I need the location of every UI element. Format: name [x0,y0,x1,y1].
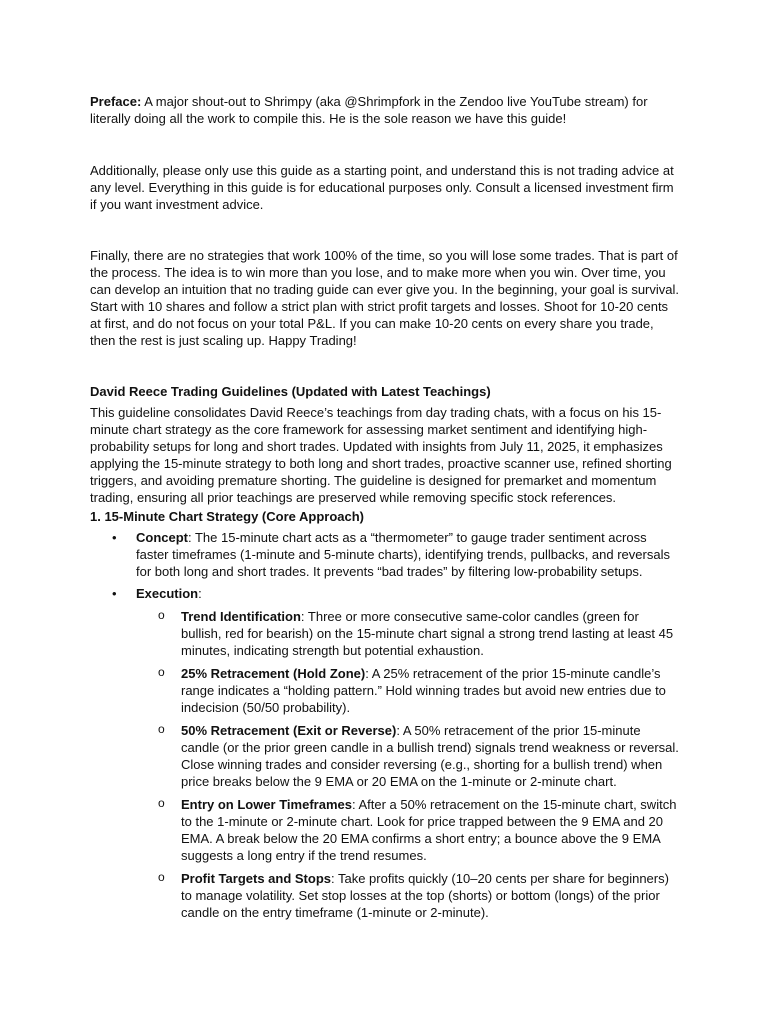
sub-item-label: Entry on Lower Timeframes [181,797,352,812]
finally-paragraph: Finally, there are no strategies that work 100% of the time, so you will lose some trades. That is part of the process. The idea is to win more than you lose, and to make more when you win. Over time, you can develop an intuition that no trading guide can ever give you. In the beginning, your goal is survival. Start with 10 shares and follow a strict plan with strict profit targets and losses. Shoot for 10-20 cents at first, and do not focus on your total P&L. If you can make 10-20 cents on every share you trade, then the rest is just scaling up. Happy Trading! [90,248,679,348]
concept-label: Concept [136,530,188,545]
preface-paragraph [90,93,680,127]
sub-item-25-retracement [136,665,680,716]
sub-item-text: : After a 50% retracement on the 15-minute chart, switch to the 1-minute or 2-minute chart. Look for price trapped between the 9 EMA and 20 EMA. A break below the 20 EMA confirms a short entry; a bounce above the 9 EMA suggests a long entry if the trend resumes. [181,797,677,863]
sub-item-label: 50% Retracement (Exit or Reverse) [181,723,397,738]
section-1-title: 1. 15-Minute Chart Strategy (Core Approach) [90,509,365,524]
sub-item-label: Trend Identification [181,609,301,624]
sub-item-entry-lower-timeframes [136,796,680,864]
sub-item-trend-identification [136,608,680,659]
concept-text: : The 15-minute chart acts as a “thermometer” to gauge trader sentiment across faster timeframes (1-minute and 5-minute charts), identifying trends, pullbacks, and reversals for both long and short trades. It prevents “bad trades” by filtering low-probability setups. [136,530,670,579]
sub-item-label: Profit Targets and Stops [181,871,331,886]
circle-bullet-icon: o [158,722,165,736]
guidelines-title: David Reece Trading Guidelines (Updated with Latest Teachings) [90,384,491,399]
sub-item-label: 25% Retracement (Hold Zone) [181,666,366,681]
bullet-icon: • [112,586,117,601]
sub-item-50-retracement [136,722,680,790]
sub-item-profit-targets-stops [136,870,680,921]
guidelines-intro: This guideline consolidates David Reece’s teachings from day trading chats, with a focus on his 15-minute chart strategy as the core framework for assessing market sentiment and identifying high-probability setups for long and short trades. Updated with insights from July 11, 2025, it emphasizes applying the 15-minute strategy to both long and short trades, proactive scanner use, refined shorting triggers, and avoiding premature shorting. The guideline is designed for premarket and momentum trading, ensuring all prior teachings are preserved while removing specific stock references. [90,405,672,505]
section-1-list [90,529,680,921]
circle-bullet-icon: o [158,665,165,679]
execution-text: : [198,586,202,601]
preface-text: A major shout-out to Shrimpy (aka @Shrimpfork in the Zendoo live YouTube stream) for literally doing all the work to compile this. He is the sole reason we have this guide! [90,94,648,126]
circle-bullet-icon: o [158,608,165,622]
list-item-concept [90,529,680,580]
execution-label: Execution [136,586,199,601]
sub-item-text: : A 25% retracement of the prior 15-minute candle’s range indicates a “holding pattern.” Hold winning trades but avoid new entries due to indecision (50/50 probability). [181,666,666,715]
list-item-execution [90,585,680,921]
sub-item-text: : Take profits quickly (10–20 cents per share for beginners) to manage volatility. Set stop losses at the top (shorts) or bottom (longs) of the prior candle on the entry timeframe (1-minute or 2-minute). [181,871,669,920]
document-body [90,93,680,927]
disclaimer-paragraph: Additionally, please only use this guide as a starting point, and understand this is not trading advice at any level. Everything in this guide is for educational purposes only. Consult a licensed investment firm if you want investment advice. [90,163,674,212]
sub-item-text: : A 50% retracement of the prior 15-minute candle (or the prior green candle in a bullish trend) signals trend weakness or reversal. Close winning trades and consider reversing (e.g., shorting for a bullish trend) when price breaks below the 9 EMA or 20 EMA on the 1-minute or 2-minute chart. [181,723,679,789]
execution-sublist [136,608,680,921]
circle-bullet-icon: o [158,870,165,884]
circle-bullet-icon: o [158,796,165,810]
bullet-icon: • [112,530,117,545]
preface-label: Preface: [90,94,142,109]
sub-item-text: : Three or more consecutive same-color candles (green for bullish, red for bearish) on the 15-minute chart signal a strong trend lasting at least 45 minutes, indicating strength but potential exhaustion. [181,609,674,658]
